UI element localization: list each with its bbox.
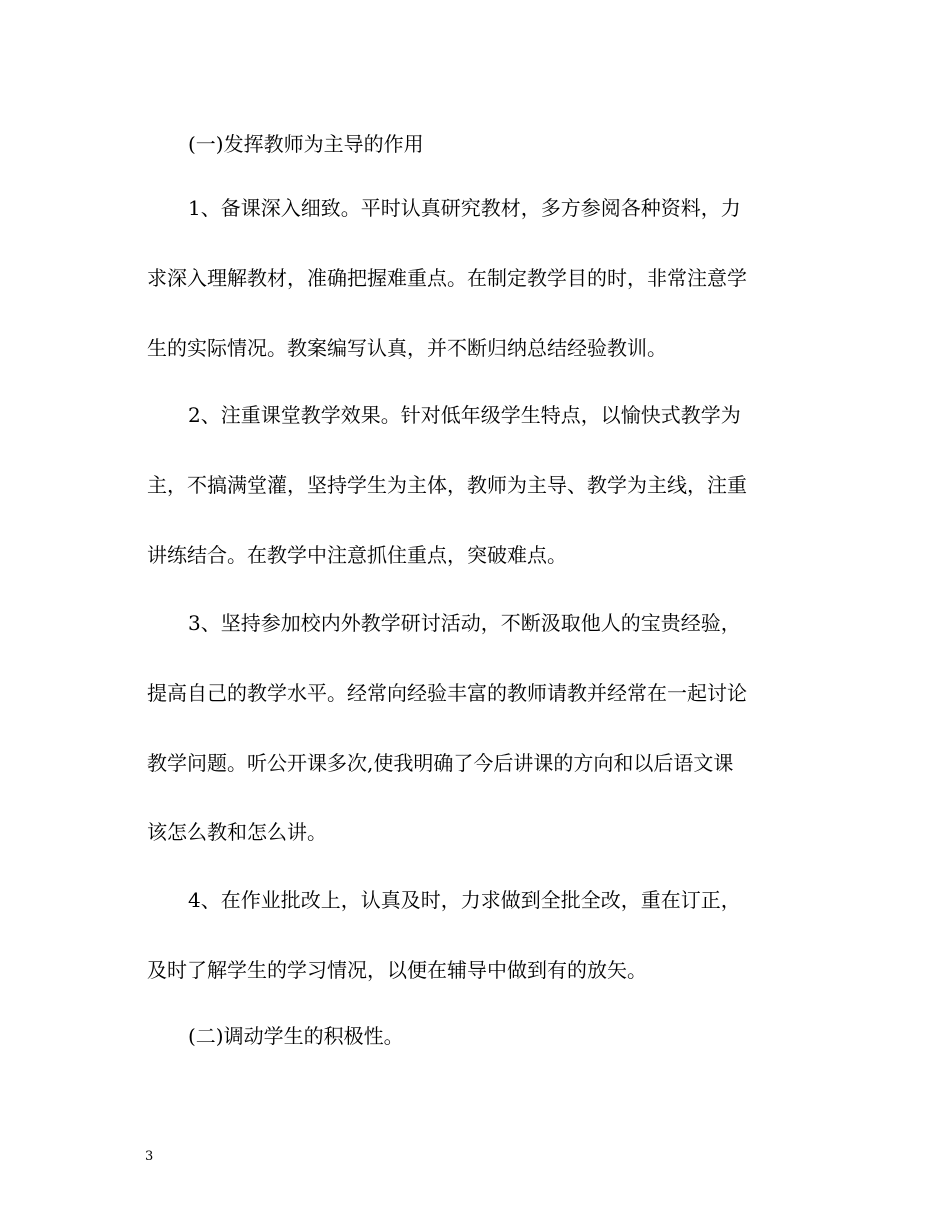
paragraph-2-line-2: 主，不搞满堂灌，坚持学生为主体，教师为主导、教学为主线，注重 [147,473,747,497]
paragraph-3-line-2: 提高自己的教学水平。经常向经验丰富的教师请教并经常在一起讨论 [147,681,747,705]
paragraph-4-line-1: 4、在作业批改上，认真及时，力求做到全批全改，重在订正， [188,888,741,912]
page-number: 3 [145,1149,154,1164]
paragraph-4-line-2: 及时了解学生的学习情况，以便在辅导中做到有的放矢。 [147,958,647,982]
paragraph-3-line-1: 3、坚持参加校内外教学研讨活动，不断汲取他人的宝贵经验， [188,611,741,635]
paragraph-2-line-1: 2、注重课堂教学效果。针对低年级学生特点，以愉快式教学为 [188,403,741,427]
paragraph-1-line-1: 1、备课深入细致。平时认真研究教材，多方参阅各种资料，力 [188,196,741,220]
paragraph-2-line-3: 讲练结合。在教学中注意抓住重点，突破难点。 [147,543,567,567]
section-heading-1: (一)发挥教师为主导的作用 [188,132,424,156]
paragraph-1-line-2: 求深入理解教材，准确把握难重点。在制定教学目的时，非常注意学 [147,266,747,290]
paragraph-3-line-3: 教学问题。听公开课多次,使我明确了今后讲课的方向和以后语文课 [147,751,734,775]
paragraph-1-line-3: 生的实际情况。教案编写认真，并不断归纳总结经验教训。 [147,336,667,360]
section-heading-2: (二)调动学生的积极性。 [188,1024,404,1048]
paragraph-3-line-4: 该怎么教和怎么讲。 [147,820,327,844]
